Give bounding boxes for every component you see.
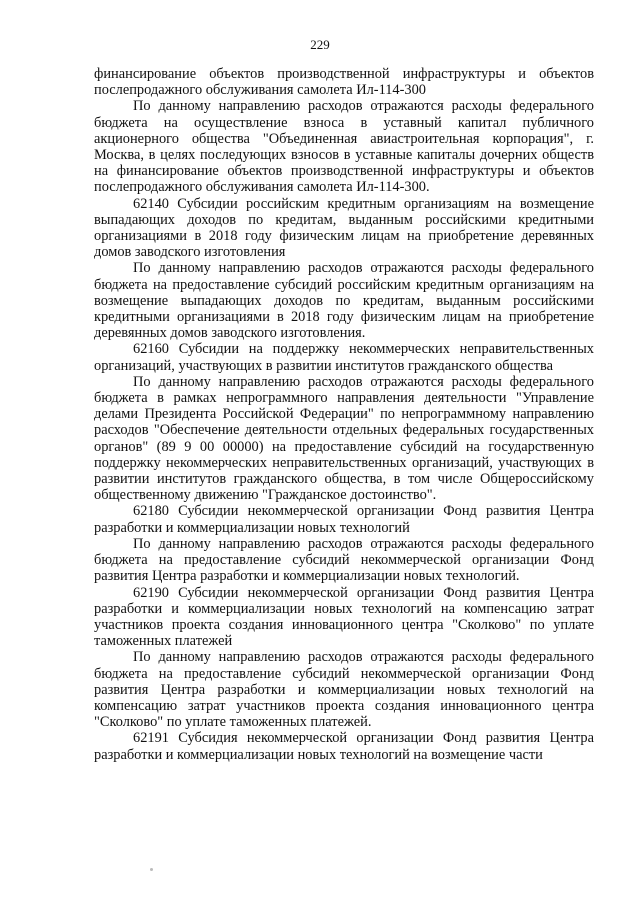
paragraph-heading-62180: 62180 Субсидии некоммерческой организации Фонд развития Центра разработки и коммерциализации новых технологий bbox=[94, 503, 594, 536]
scan-speck bbox=[150, 868, 153, 871]
paragraph-description: По данному направлению расходов отражаются расходы федерального бюджета на предоставление субсидий российским кредитным организациям на возмещение выпадающих доходов по кредитам, выданным российскими кредитными организациями в 2018 году физическим лицам на приобретение деревянных домов заводского изготовления. bbox=[94, 260, 594, 342]
paragraph-description: По данному направлению расходов отражаются расходы федерального бюджета на предоставление субсидий некоммерческой организации Фонд развития Центра разработки и коммерциализации новых технологий на компенсацию затрат участников проекта создания инновационного центра "Сколково" по уплате таможенных платежей. bbox=[94, 649, 594, 731]
paragraph-description: По данному направлению расходов отражаются расходы федерального бюджета на осуществление взноса в уставный капитал публичного акционерного общества "Объединенная авиастроительная корпорация", г. Москва, в целях последующих взносов в уставные капиталы дочерних обществ на финансирование объектов производственной инфраструктуры и объектов послепродажного обслуживания самолета Ил-114-300. bbox=[94, 98, 594, 196]
paragraph-heading-62191: 62191 Субсидия некоммерческой организации Фонд развития Центра разработки и коммерциализации новых технологий на возмещение части bbox=[94, 730, 594, 763]
paragraph-heading-62190: 62190 Субсидии некоммерческой организации Фонд развития Центра разработки и коммерциализации новых технологий на компенсацию затрат участников проекта создания инновационного центра "Сколково" по уплате таможенных платежей bbox=[94, 584, 594, 650]
page-number: 229 bbox=[310, 37, 330, 52]
paragraph-continuation: финансирование объектов производственной инфраструктуры и объектов послепродажного обслуживания самолета Ил-114-300 bbox=[94, 66, 594, 99]
paragraph-heading-62140: 62140 Субсидии российским кредитным организациям на возмещение выпадающих доходов по кредитам, выданным российскими кредитными организациями в 2018 году физическим лицам на приобретение деревянных домов заводского изготовления bbox=[94, 195, 594, 261]
document-body bbox=[94, 66, 594, 763]
paragraph-description: По данному направлению расходов отражаются расходы федерального бюджета в рамках непрограммного направления деятельности "Управление делами Президента Российской Федерации" по непрограммному направлению расходов "Обеспечение деятельности отдельных федеральных государственных органов" (89 9 00 00000) на предоставление субсидий на государственную поддержку некоммерческих неправительственных организаций, участвующих в развитии институтов гражданского общества, в том числе Общероссийскому общественному движению "Гражданское достоинство". bbox=[94, 373, 594, 504]
paragraph-description: По данному направлению расходов отражаются расходы федерального бюджета на предоставление субсидий некоммерческой организации Фонд развития Центра разработки и коммерциализации новых технологий. bbox=[94, 535, 594, 585]
paragraph-heading-62160: 62160 Субсидии на поддержку некоммерческих неправительственных организаций, участвующих в развитии институтов гражданского общества bbox=[94, 341, 594, 374]
